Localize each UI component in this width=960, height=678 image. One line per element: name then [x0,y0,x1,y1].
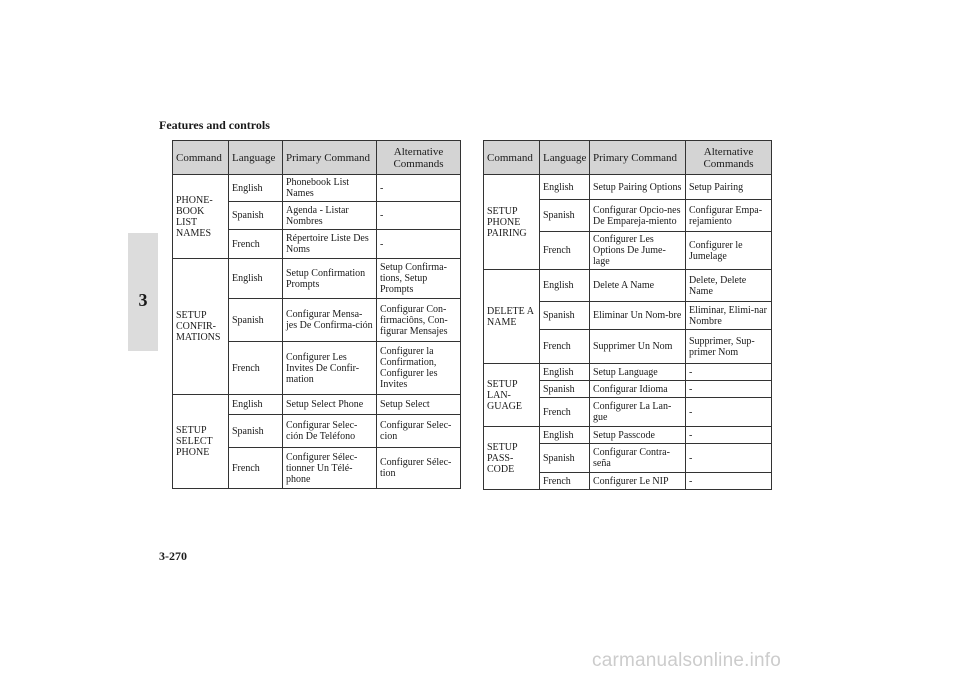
language-cell: Spanish [540,444,590,473]
language-cell: French [540,398,590,427]
voice-command-table-left [172,140,461,489]
alternative-command-cell: Configurar Empa-rejamiento [686,200,772,232]
command-cell: PHONE-BOOK LIST NAMES [173,175,229,259]
primary-command-cell: Configurer La Lan-gue [590,398,686,427]
alternative-command-cell: Configurer le Jumelage [686,232,772,270]
header-primary-command: Primary Command [283,141,377,175]
language-cell: Spanish [540,381,590,398]
alternative-command-cell: - [686,473,772,490]
table-row [484,270,772,302]
alternative-command-cell: Setup Confirma-tions, Setup Prompts [377,259,461,299]
chapter-tab [128,233,158,351]
alternative-command-cell: Setup Pairing [686,175,772,200]
alternative-command-cell: Configurar Con-firmaciôns, Con-figurar Mensajes [377,299,461,342]
command-cell: SETUP PASS-CODE [484,427,540,490]
table-row [484,427,772,444]
primary-command-cell: Supprimer Un Nom [590,330,686,364]
watermark: carmanualsonline.info [592,650,782,671]
primary-command-cell: Configurer Le NIP [590,473,686,490]
alternative-command-cell: - [377,175,461,202]
primary-command-cell: Phonebook List Names [283,175,377,202]
alternative-command-cell: Configurar Selec-cion [377,415,461,448]
command-cell: DELETE A NAME [484,270,540,364]
alternative-command-cell: Setup Select [377,395,461,415]
table-row [173,175,461,202]
primary-command-cell: Configurar Selec-ción De Teléfono [283,415,377,448]
language-cell: English [229,259,283,299]
chapter-number: 3 [138,290,148,310]
language-cell: French [540,330,590,364]
header-language: Language [229,141,283,175]
alternative-command-cell: Supprimer, Sup-primer Nom [686,330,772,364]
language-cell: English [229,395,283,415]
primary-command-cell: Configurar Idioma [590,381,686,398]
language-cell: Spanish [540,200,590,232]
language-cell: French [229,448,283,489]
voice-command-table-right [483,140,772,490]
primary-command-cell: Eliminar Un Nom-bre [590,302,686,330]
table-row [173,259,461,299]
header-language: Language [540,141,590,175]
header-command: Command [484,141,540,175]
command-cell: SETUP PHONE PAIRING [484,175,540,270]
language-cell: French [229,230,283,259]
alternative-command-cell: - [377,202,461,230]
language-cell: French [229,342,283,395]
language-cell: French [540,232,590,270]
page-header: Features and controls [159,118,270,132]
primary-command-cell: Setup Select Phone [283,395,377,415]
primary-command-cell: Répertoire Liste Des Noms [283,230,377,259]
language-cell: Spanish [229,202,283,230]
alternative-command-cell: Delete, Delete Name [686,270,772,302]
primary-command-cell: Delete A Name [590,270,686,302]
page-number: 3-270 [159,549,187,563]
alternative-command-cell: - [686,444,772,473]
language-cell: French [540,473,590,490]
alternative-command-cell: - [686,381,772,398]
alternative-command-cell: - [377,230,461,259]
primary-command-cell: Configurar Opcio-nes De Empareja-miento [590,200,686,232]
command-cell: SETUP LAN-GUAGE [484,364,540,427]
table-row [484,364,772,381]
language-cell: English [540,270,590,302]
alternative-command-cell: - [686,398,772,427]
primary-command-cell: Configurar Mensa-jes De Confirma-ción [283,299,377,342]
alternative-command-cell: Configurer la Confirmation, Configurer les Invites [377,342,461,395]
header-alternative-commands: Alternative Commands [686,141,772,175]
table-row [173,395,461,415]
primary-command-cell: Configurer Sélec-tionner Un Télé-phone [283,448,377,489]
alternative-command-cell: Configurer Sélec-tion [377,448,461,489]
header-alternative-commands: Alternative Commands [377,141,461,175]
alternative-command-cell: Eliminar, Elimi-nar Nombre [686,302,772,330]
alternative-command-cell: - [686,427,772,444]
primary-command-cell: Configurer Les Options De Jume-lage [590,232,686,270]
command-cell: SETUP SELECT PHONE [173,395,229,489]
header-primary-command: Primary Command [590,141,686,175]
language-cell: Spanish [229,299,283,342]
primary-command-cell: Configurer Les Invites De Confir-mation [283,342,377,395]
header-command: Command [173,141,229,175]
language-cell: English [229,175,283,202]
language-cell: English [540,427,590,444]
primary-command-cell: Configurar Contra-seña [590,444,686,473]
primary-command-cell: Setup Pairing Options [590,175,686,200]
primary-command-cell: Setup Passcode [590,427,686,444]
language-cell: English [540,364,590,381]
alternative-command-cell: - [686,364,772,381]
primary-command-cell: Setup Language [590,364,686,381]
primary-command-cell: Setup Confirmation Prompts [283,259,377,299]
language-cell: Spanish [540,302,590,330]
language-cell: Spanish [229,415,283,448]
table-row [484,175,772,200]
language-cell: English [540,175,590,200]
command-cell: SETUP CONFIR-MATIONS [173,259,229,395]
primary-command-cell: Agenda - Listar Nombres [283,202,377,230]
